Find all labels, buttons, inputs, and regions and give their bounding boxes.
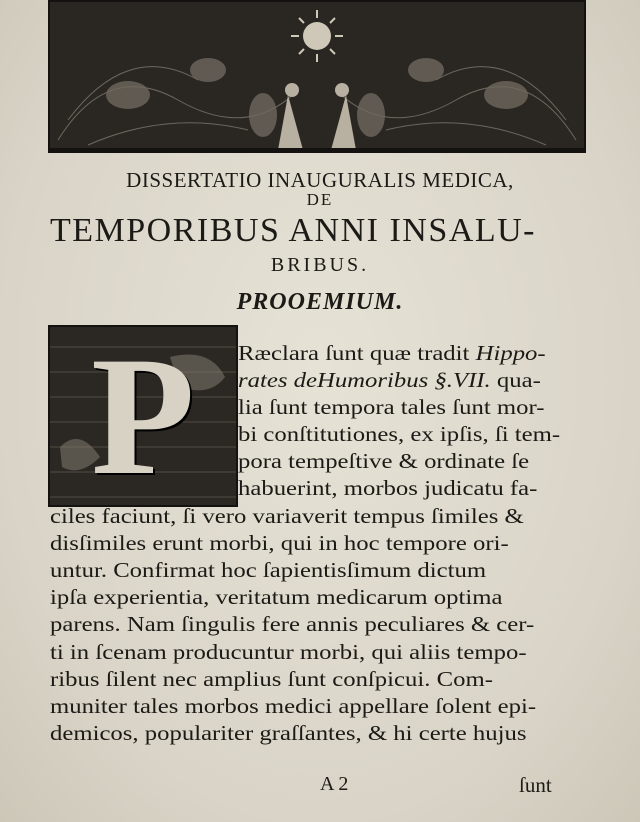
body-line	[238, 397, 544, 419]
main-title: TEMPORIBUS ANNI INSALU-	[50, 212, 536, 249]
catchword: ſunt	[519, 773, 552, 797]
body-text-span: demicos, populariter graſſantes, & hi certe hujus	[50, 721, 527, 745]
body-text-span: lia ſunt tempora tales ſunt mor-	[238, 395, 545, 419]
body-text-span: pora tempeſtive & ordinate ſe	[238, 449, 530, 473]
ornamental-headpiece	[48, 0, 586, 153]
decorated-initial	[48, 325, 238, 507]
body-line	[50, 506, 524, 528]
body-text-span: ciles faciunt, ſi vero variaverit tempus ſimiles &	[50, 504, 524, 528]
body-line	[50, 669, 493, 691]
body-line	[50, 587, 502, 609]
signature-mark: A 2	[320, 773, 349, 795]
body-line	[50, 614, 534, 636]
body-line	[50, 560, 486, 582]
initial-letter: P	[91, 325, 195, 507]
main-title-continuation: BRIBUS.	[270, 254, 370, 276]
body-text-span: ipſa experientia, veritatum medicarum optima	[50, 585, 503, 609]
body-line	[50, 533, 509, 555]
body-italic-text: rates deHumoribus §.VII.	[238, 368, 491, 392]
body-text-span: qua-	[490, 368, 541, 392]
body-line	[50, 642, 527, 664]
body-line	[238, 424, 560, 446]
body-text-span: parens. Nam ſingulis fere annis peculiares & cer-	[50, 612, 535, 636]
body-text-span: Ræclara ſunt quæ tradit	[238, 341, 476, 365]
body-line	[238, 478, 537, 500]
section-heading: PROOEMIUM.	[236, 289, 404, 315]
body-line	[238, 451, 529, 473]
body-text-span: disſimiles erunt morbi, qui in hoc tempore ori-	[50, 531, 509, 555]
body-text-span: untur. Confirmat hoc ſapientisſimum dictum	[50, 558, 487, 582]
body-text-span: muniter tales morbos medici appellare ſolent epi-	[50, 694, 537, 718]
body-line	[50, 696, 536, 718]
body-italic-text: Hippo-	[475, 341, 546, 365]
body-line	[238, 370, 541, 392]
body-text-span: ti in ſcenam producuntur morbi, qui aliis tempo-	[50, 640, 527, 664]
dissertation-title-line: DISSERTATIO INAUGURALIS MEDICA,	[126, 168, 514, 192]
body-text-span: bi conſtitutiones, ex ipſis, ſi tem-	[238, 422, 561, 446]
body-text-span: ribus ſilent nec amplius ſunt conſpicui. Com-	[50, 667, 493, 691]
title-de: DE	[306, 190, 334, 209]
headpiece-engraving	[48, 0, 586, 150]
body-line	[238, 343, 546, 365]
body-line	[50, 723, 527, 745]
body-text-span: habuerint, morbos judicatu fa-	[238, 476, 538, 500]
